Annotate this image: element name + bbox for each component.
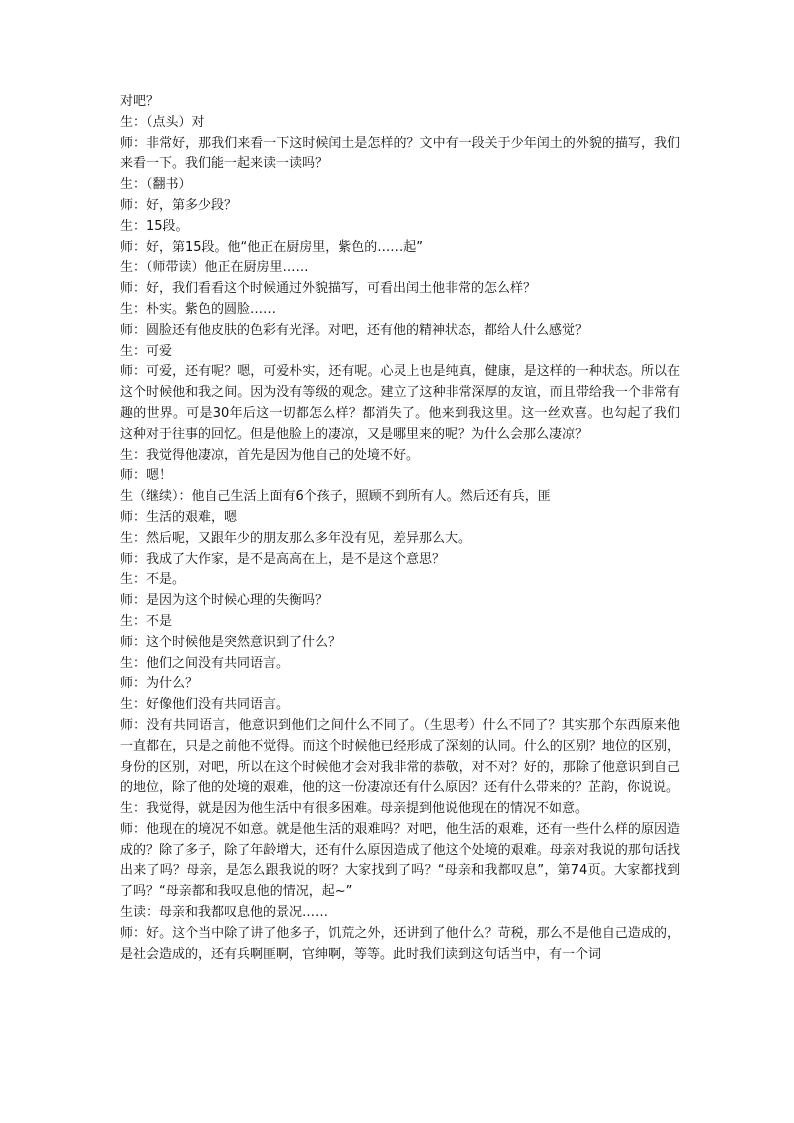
paragraph: 生：不是 — [120, 613, 173, 629]
paragraph: 师：非常好，那我们来看一下这时候闰土是怎样的？文中有一段关于少年闰土的外貌的描写，我们来看一下。我们能一起来读一读吗？ — [120, 135, 680, 172]
paragraph: 生：我觉得他凄凉，首先是因为他自己的处境不好。 — [120, 447, 420, 463]
paragraph: 师：圆脸还有他皮肤的色彩有光泽。对吧，还有他的精神状态，都给人什么感觉？ — [120, 322, 589, 338]
paragraph: 生：朴实。紫色的圆脸…… — [120, 301, 277, 317]
paragraph: 师：可爱，还有呢？嗯，可爱朴实，还有呢。心灵上也是纯真，健康，是这样的一种状态。所以在这个时候他和我之间。因为没有等级的观念。建立了这种非常深厚的友谊，而且带给我一个非常有趣的世界。可是30年后这一切都怎么样？都消失了。他来到我这里。这一丝欢喜。也勾起了我们这种对于往事的回忆。但是他脸上的凄凉，又是哪里来的呢？为什么会那么凄凉？ — [120, 364, 680, 442]
paragraph: 师：我成了大作家，是不是高高在上，是不是这个意思？ — [120, 551, 446, 567]
paragraph: 生：15段。 — [120, 218, 189, 234]
paragraph: 生读：母亲和我都叹息他的景况…… — [120, 905, 329, 921]
paragraph: 生：好像他们没有共同语言。 — [120, 697, 290, 713]
paragraph: 师：是因为这个时候心理的失衡吗？ — [120, 593, 329, 609]
paragraph: 生：（师带读）他正在厨房里…… — [120, 260, 309, 276]
paragraph: 生（继续）：他自己生活上面有6个孩子，照顾不到所有人。然后还有兵，匪 — [120, 489, 551, 505]
paragraph: 师：生活的艰难，嗯 — [120, 509, 238, 525]
paragraph: 生：可爱 — [120, 343, 173, 359]
paragraph: 师：嗯！ — [120, 468, 173, 484]
paragraph: 生：然后呢，又跟年少的朋友那么多年没有见，差异那么大。 — [120, 530, 472, 546]
paragraph: 生：（点头）对 — [120, 114, 205, 130]
paragraph: 生：不是。 — [120, 572, 186, 588]
paragraph: 师：好，第多少段？ — [120, 197, 238, 213]
paragraph: 师：好，我们看看这个时候通过外貌描写，可看出闰土他非常的怎么样？ — [120, 281, 537, 297]
paragraph: 对吧？ — [120, 94, 160, 109]
paragraph: 师：他现在的境况不如意。就是他生活的艰难吗？对吧，他生活的艰难，还有一些什么样的原因造成的？除了多子，除了年龄增大，还有什么原因造成了他这个处境的艰难。母亲对我说的那句话找出来了吗？母亲，是怎么跟我说的呀？大家找到了吗？“母亲和我都叹息”，第74页。大家都找到了吗？“母亲都和我叹息他的情况，起~” — [120, 821, 680, 900]
paragraph: 师：好。这个当中除了讲了他多子，饥荒之外，还讲到了他什么？苛税，那么不是他自己造成的，是社会造成的，还有兵啊匪啊，官绅啊，等等。此时我们读到这句话当中，有一个词 — [120, 925, 680, 962]
paragraph: 师：这个时候他是突然意识到了什么？ — [120, 634, 342, 650]
paragraph: 生：他们之间没有共同语言。 — [120, 655, 290, 671]
paragraph: 师：为什么？ — [120, 676, 199, 692]
paragraph: 师：没有共同语言，他意识到他们之间什么不同了。（生思考）什么不同了？其实那个东西原来他一直都在，只是之前他不觉得。而这个时候他已经形成了深刻的认同。什么的区别？地位的区别，身份的区别，对吧，所以在这个时候他才会对我非常的恭敬，对不对？好的，那除了他意识到自己的地位，除了他的处境的艰难，他的这一份凄凉还有什么原因？还有什么带来的？芷韵，你说说。 — [120, 717, 680, 796]
document-page — [120, 92, 680, 965]
paragraph: 生：（翻书） — [120, 177, 192, 193]
paragraph: 生：我觉得，就是因为他生活中有很多困难。母亲提到他说他现在的情况不如意。 — [120, 801, 589, 817]
paragraph: 师：好，第15段。他“他正在厨房里，紫色的……起” — [120, 239, 424, 255]
